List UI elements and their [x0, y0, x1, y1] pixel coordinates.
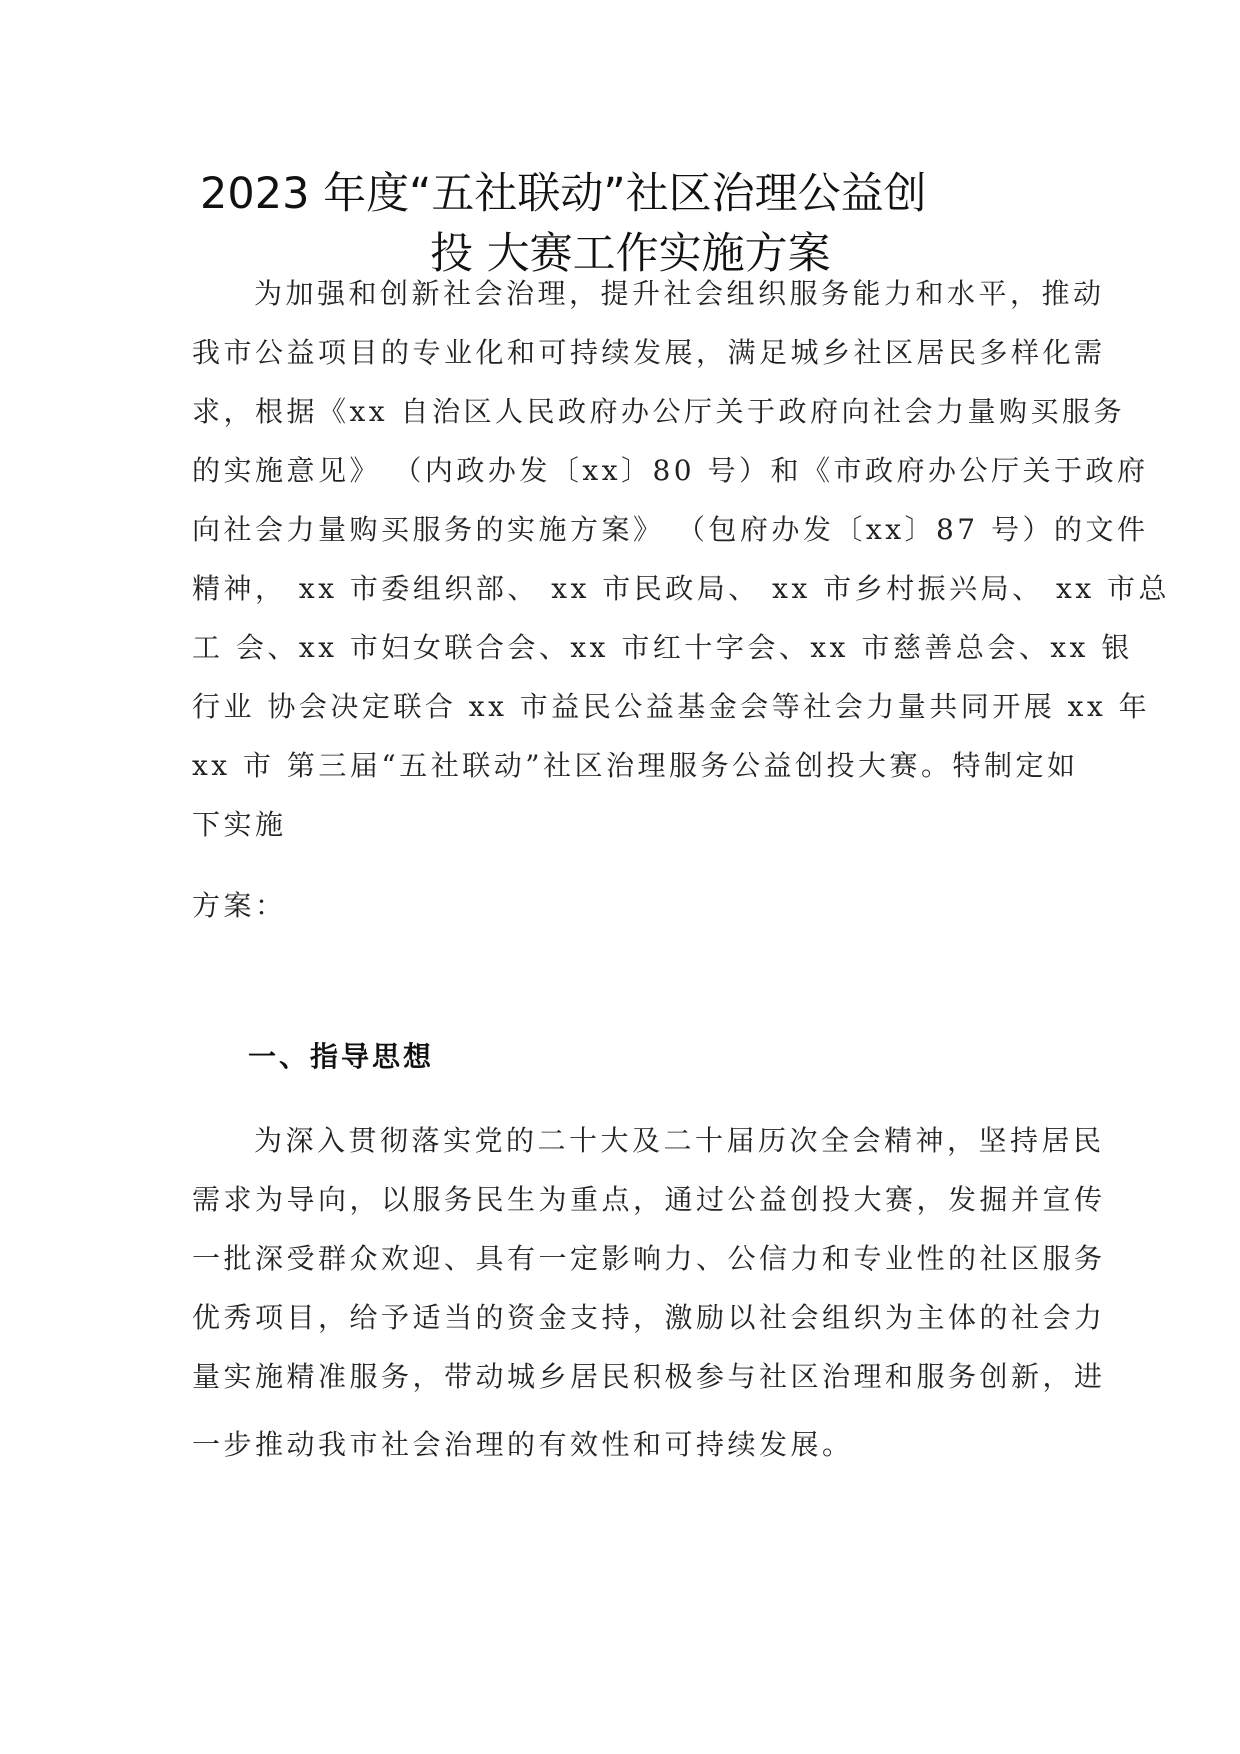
section-body-line: 需求为导向，以服务民生为重点，通过公益创投大赛，发掘并宣传: [192, 1183, 1106, 1216]
intro-line: 精神， xx 市委组织部、 xx 市民政局、 xx 市乡村振兴局、 xx 市总: [192, 572, 1171, 605]
intro-line: 下实施: [192, 808, 287, 841]
intro-line: xx 市 第三届“五社联动”社区治理服务公益创投大赛。特制定如: [192, 749, 1079, 782]
document-title-line-1: 2023 年度“五社联动”社区治理公益创: [200, 169, 927, 219]
section-body-line: 一批深受群众欢迎、具有一定影响力、公信力和专业性的社区服务: [192, 1242, 1106, 1275]
section-body-line: 优秀项目，给予适当的资金支持，激励以社会组织为主体的社会力: [192, 1301, 1106, 1334]
section-body-line: 一步推动我市社会治理的有效性和可持续发展。: [192, 1428, 854, 1461]
intro-line: 工 会、xx 市妇女联合会、xx 市红十字会、xx 市慈善总会、xx 银: [192, 631, 1133, 664]
section-heading: 一、指导思想: [248, 1040, 435, 1073]
intro-tail: 方案：: [192, 889, 287, 922]
intro-line: 行业 协会决定联合 xx 市益民公益基金会等社会力量共同开展 xx 年: [192, 690, 1151, 723]
section-body-line: 量实施精准服务，带动城乡居民积极参与社区治理和服务创新，进: [192, 1360, 1106, 1393]
intro-line: 求，根据《xx 自治区人民政府办公厅关于政府向社会力量购买服务: [192, 395, 1125, 428]
intro-line: 为加强和创新社会治理，提升社会组织服务能力和水平，推动: [254, 277, 1105, 310]
intro-line: 的实施意见》 （内政办发〔xx〕80 号）和《市政府办公厅关于政府: [192, 454, 1149, 487]
section-body-line: 为深入贯彻落实党的二十大及二十届历次全会精神，坚持居民: [254, 1124, 1105, 1157]
intro-line: 向社会力量购买服务的实施方案》 （包府办发〔xx〕87 号）的文件: [192, 513, 1149, 546]
intro-line: 我市公益项目的专业化和可持续发展，满足城乡社区居民多样化需: [192, 336, 1106, 369]
document-title-line-2: 投 大赛工作实施方案: [430, 229, 831, 279]
